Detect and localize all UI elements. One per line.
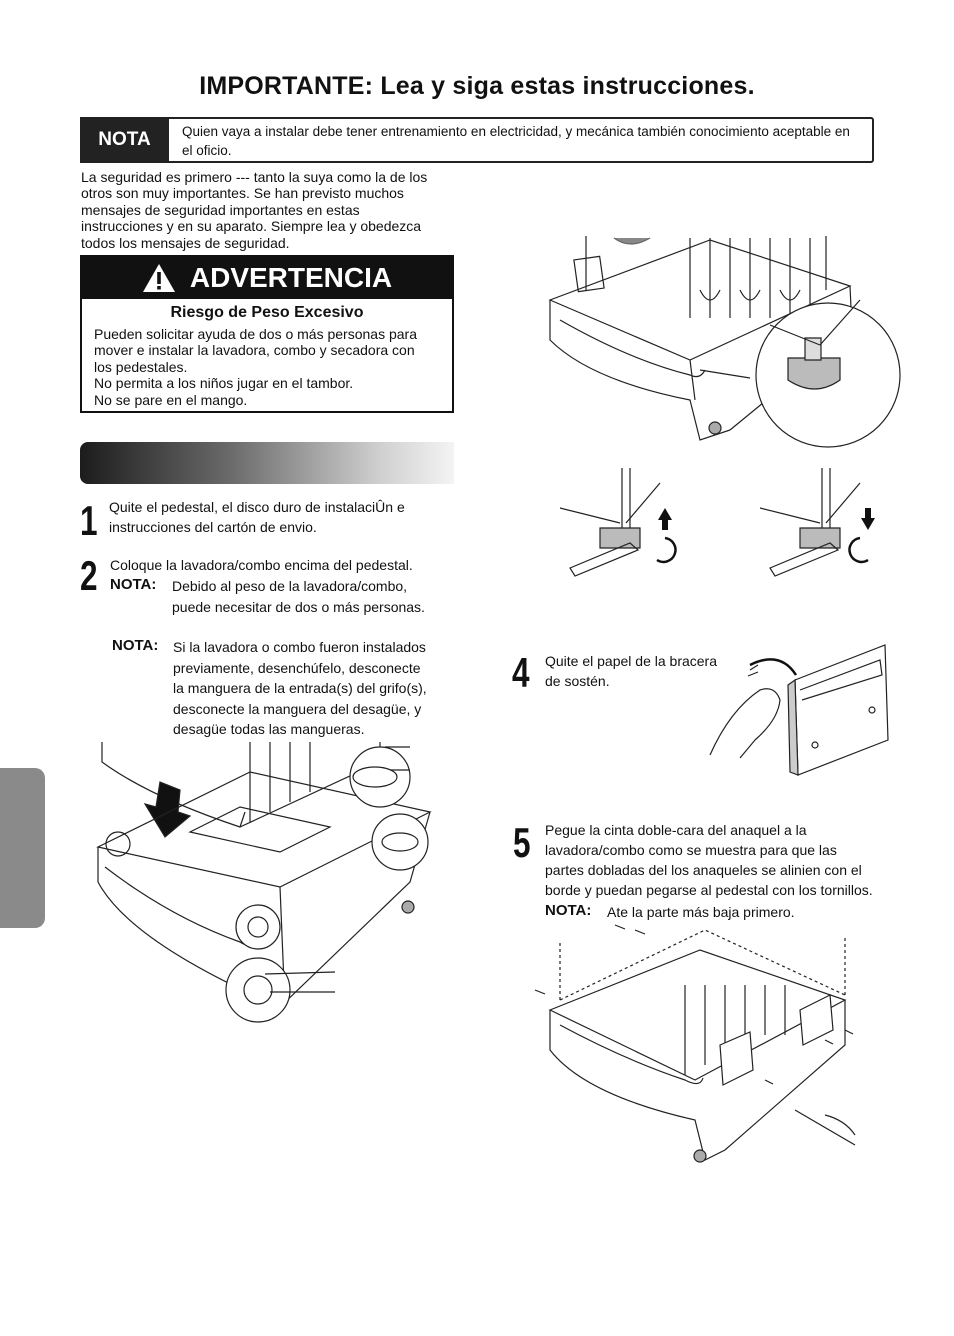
step-line: Pegue la cinta doble-cara del anaquel a la <box>545 822 807 838</box>
nota-text: Quien vaya a instalar debe tener entrenamiento en electricidad, y mecánica también conocimiento aceptable en el oficio. <box>182 124 850 158</box>
bracket-screw-illustration <box>525 920 870 1165</box>
warning-triangle-icon <box>142 263 176 293</box>
intro-line: La seguridad es primero --- tanto la suya como la de los <box>81 169 428 185</box>
step-2-nota-label: NOTA: <box>110 576 157 593</box>
intro-line: todos los mensajes de seguridad. <box>81 234 290 251</box>
page-title: IMPORTANTE: Lea y siga estas instrucciones. <box>199 72 755 100</box>
step-5-text <box>545 820 873 900</box>
step-line: desconecte la manguera del desagüe, y <box>173 700 422 717</box>
safety-intro <box>81 169 461 251</box>
step-line: Debido al peso de la lavadora/combo, <box>172 578 408 594</box>
step-2-nota2-text <box>173 637 427 740</box>
step-1-number: 1 <box>80 497 98 544</box>
intro-line: otros son muy importantes. Se han previsto muchos <box>81 185 404 202</box>
step-line: Quite el pedestal, el disco duro de instalaciÛn e <box>109 499 405 515</box>
step-1-text <box>109 497 405 537</box>
step-5-number: 5 <box>513 819 531 866</box>
leveling-foot-illustration <box>530 230 910 450</box>
step-line: de sostén. <box>545 673 610 689</box>
warning-header <box>82 257 452 299</box>
intro-line: instrucciones y en su aparato. Siempre lea y obedezca <box>81 218 422 235</box>
warning-line: No se pare en el mango. <box>94 391 248 408</box>
step-line: instrucciones del cartón de envio. <box>109 519 317 535</box>
warning-heading: ADVERTENCIA <box>189 262 393 293</box>
step-2-number: 2 <box>80 552 98 599</box>
pedestal-install-illustration <box>90 742 435 1032</box>
warning-line: mover e instalar la lavadora, combo y secadora con <box>94 342 415 359</box>
nota-label: NOTA <box>80 117 169 163</box>
warning-line: los pedestales. <box>94 358 188 375</box>
step-2-text: Coloque la lavadora/combo encima del pedestal. <box>110 557 413 573</box>
arrow-down-icon <box>861 508 875 530</box>
section-header-bar <box>80 442 454 484</box>
step-line: Quite el papel de la bracera <box>545 653 717 669</box>
warning-subheading: Riesgo de Peso Excesivo <box>170 304 364 321</box>
rotate-arrow-icon <box>657 538 675 562</box>
warning-body <box>94 326 452 408</box>
bracket-paper-illustration <box>700 640 900 775</box>
warning-line: Pueden solicitar ayuda de dos o más personas para <box>94 326 417 342</box>
step-line: desagüe todas las mangueras. <box>173 721 365 737</box>
step-line: la manguera de la entrada(s) del grifo(s), <box>173 680 427 696</box>
wrench-adjust-illustration <box>560 468 900 588</box>
nota-box <box>80 117 874 163</box>
step-line: puede necesitar de dos o más personas. <box>172 599 425 615</box>
step-4-text <box>545 651 717 691</box>
intro-line: mensajes de seguridad importantes en estas <box>81 201 360 218</box>
step-line: previamente, desenchúfelo, desconecte <box>173 659 421 676</box>
step-2-nota-text <box>172 576 425 618</box>
step-line: partes dobladas del los anaqueles se alinien con el <box>545 862 862 878</box>
step-line: Si la lavadora o combo fueron instalados <box>173 639 426 655</box>
step-5-nota-text: Ate la parte más baja primero. <box>607 904 795 920</box>
step-2-nota2-label: NOTA: <box>112 637 159 654</box>
side-tab <box>0 768 45 928</box>
arrow-up-icon <box>658 508 672 530</box>
warning-box <box>80 255 454 413</box>
step-line: borde y puedan pegarse al pedestal con los tornillos. <box>545 882 873 898</box>
step-4-number: 4 <box>512 649 530 696</box>
warning-line: No permita a los niños jugar en el tambor. <box>94 375 354 392</box>
step-5-nota-label: NOTA: <box>545 902 592 919</box>
step-line: lavadora/combo como se muestra para que las <box>545 842 837 858</box>
